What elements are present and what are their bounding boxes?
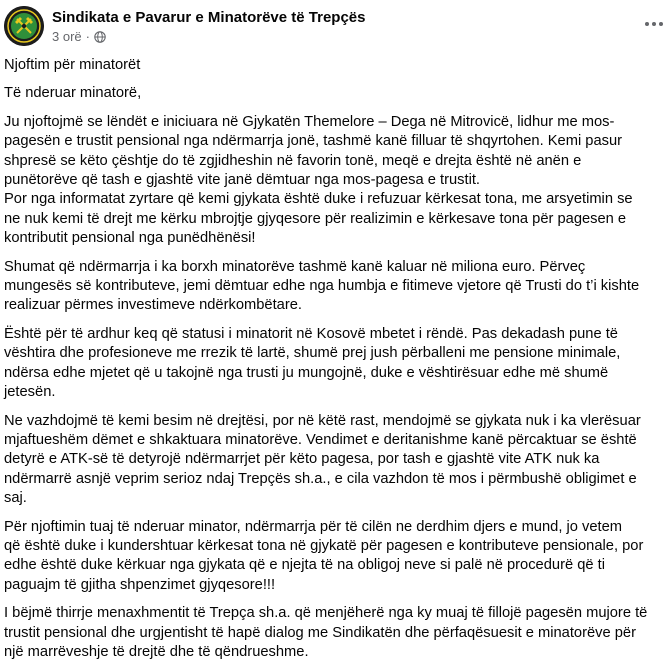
post-header [4,6,668,52]
post-paragraph: Ne vazhdojmë të kemi besim në drejtësi, por në këtë rast, mendojmë se gjykata nuk i ka vlerësuar mjaftueshëm dëmet e shkaktuara minatorëve. Vendimet e deritanishme kanë përcaktuar se është detyrë e ATK-së të detyrojë ndërmarrjet për këto pagesa, por tash e gjashtë vite ATK nuk ka ndërmarrë asnjë veprim serioz ndaj Trepçës sh.a., e cila vazhdon të mos i përmbushë obligimet e saj. [4,412,641,507]
post-paragraph: Të nderuar minatorë, [4,85,142,102]
post-body [4,56,668,671]
page-name[interactable]: Sindikata e Pavarur e Minatorëve të Trepçës [52,9,366,26]
more-options-button[interactable] [640,14,668,34]
post-paragraph: Për njoftimin tuaj të nderuar minator, ndërmarrja për të cilën ne derdhim djers e mund, jo vetem që është duke i kundershtuar kërkesat tona në gjykatë për pagesen e kontributeve pensionale, por edhe është duke kërkuar nga gjykata që e njejta të na obligoj neve si palë në procedurë që ti paguajm të gjitha shpenzimet gjyqesore!!! [4,518,644,593]
post-paragraph: Shumat që ndërmarrja i ka borxh minatorëve tashmë kanë kaluar në miliona euro. Përveç mungesës së kontributeve, jemi dëmtuar edhe nga humbja e fitimeve vjetore që Trusti do t’i kishte realizuar përmes investimeve ndërkombëtare. [4,258,640,314]
post-paragraph: Ju njoftojmë se lëndët e iniciuara në Gjykatën Themelore – Dega në Mitrovicë, lidhur me mos- pagesën e trustit pensional nga ndërmarrja jonë, tashmë kanë filluar të shqyrtohen. Kemi pasur shpresë se këto çështje do të zgjidheshin në favorin tonë, meqë e drejta është në anën e punëtorëve që tash e gjashtë vite janë dëmtuar nga mos-pagesa e trustit. Por nga informatat zyrtare që kemi gjykata është duke i refuzuar kërkesat tona, me arsyetimin se ne nuk kemi të drejt me kërku mbrojtje gjyqesore për realizimin e kërkesave tona për pagesen e kontributit pensional nga punëdhënësi! [4,113,633,247]
post-paragraph: Është për të ardhur keq që statusi i minatorit në Kosovë mbetet i rëndë. Pas dekadash pune të vështira dhe profesioneve me rrezik të lartë, shumë prej jush përballeni me pensione minimale, ndërsa edhe mjetet që u takojnë nga trusti ju mungojnë, duke e vështirësuar edhe më shumë jetesën. [4,325,621,401]
post-paragraph: I bëjmë thirrje menaxhmentit të Trepça sh.a. që menjëherë nga ky muaj të fillojë pagesën mujore të trustit pensional dhe urgjentisht të hapë dialog me Sindikatën dhe përfaqësuesit e minatorëve për një marrëveshje të drejtë dhe të qëndrueshme. [4,605,648,660]
avatar[interactable] [4,6,44,46]
more-options-icon [644,21,664,27]
post-meta [52,29,106,44]
globe-icon[interactable] [94,31,106,43]
meta-separator: · [85,29,90,44]
miners-union-logo-icon [4,6,44,46]
post-paragraph: Njoftim për minatorët [4,57,141,73]
post-time[interactable]: 3 orë [52,29,82,44]
